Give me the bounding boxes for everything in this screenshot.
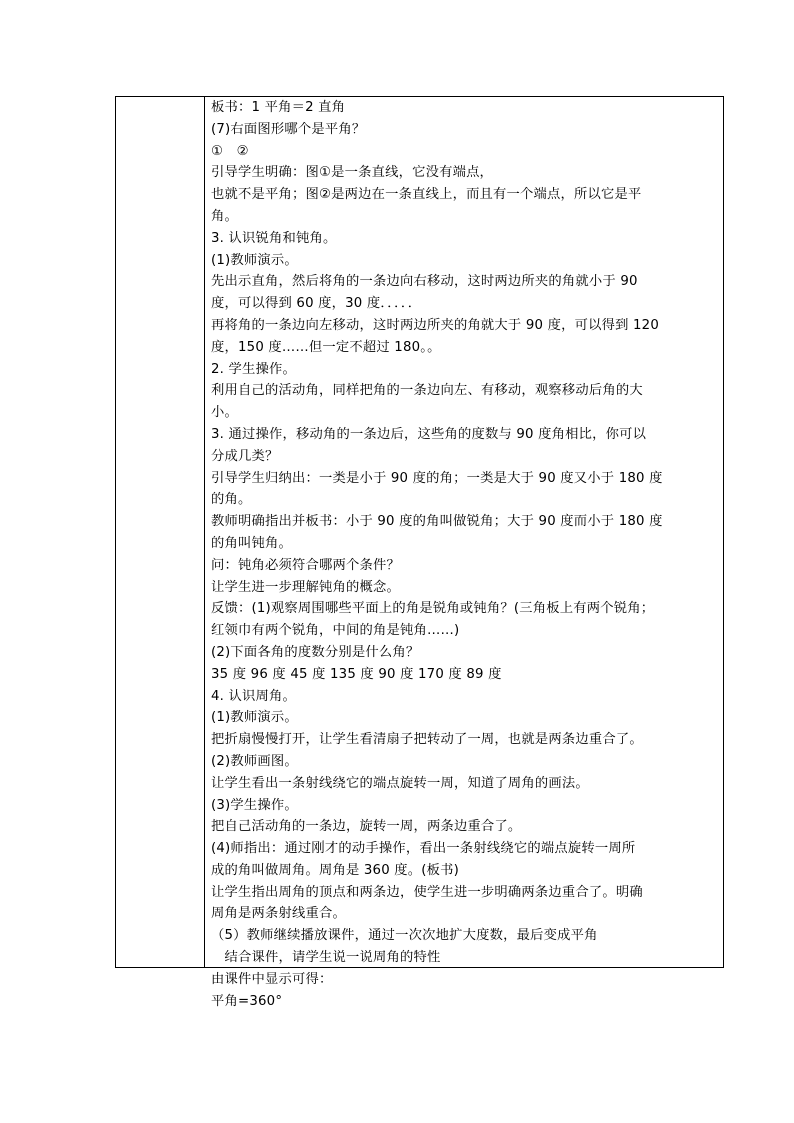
text-line: 平角=360°: [211, 993, 283, 1009]
text-line: 35 度 96 度 45 度 135 度 90 度 170 度 89 度: [211, 666, 502, 682]
text-line: 结合课件，请学生说一说周角的特性: [211, 950, 441, 966]
text-line: 2. 学生操作。: [211, 361, 296, 377]
left-column-cell: [116, 97, 205, 967]
text-line: 把自己活动角的一条边，旋转一周，两条边重合了。: [211, 819, 522, 835]
text-line: 问：钝角必须符合哪两个条件？: [211, 557, 400, 573]
text-line: (3)学生操作。: [211, 797, 298, 813]
text-line: 板书：1 平角＝2 直角: [211, 100, 346, 115]
text-line: 红领巾有两个锐角，中间的角是钝角……): [211, 623, 460, 639]
text-line: 让学生指出周角的顶点和两条边，使学生进一步明确两条边重合了。明确: [211, 884, 643, 900]
text-line: 引导学生明确：图①是一条直线，它没有端点，: [211, 165, 494, 181]
text-line: 3. 通过操作，移动角的一条边后，这些角的度数与 90 度角相比，你可以: [211, 426, 647, 442]
text-line: (4)师指出：通过刚才的动手操作，看出一条射线绕它的端点旋转一周所: [211, 841, 636, 857]
text-line: 也就不是平角；图②是两边在一条直线上，而且有一个端点，所以它是平: [211, 187, 642, 203]
text-line: 成的角叫做周角。周角是 360 度。(板书): [211, 862, 460, 878]
text-line: 分成几类？: [211, 448, 279, 464]
text-line: 反馈：(1)观察周围哪些平面上的角是锐角或钝角？(三角板上有两个锐角；: [211, 601, 655, 617]
text-line: 让学生看出一条射线绕它的端点旋转一周，知道了周角的画法。: [211, 775, 589, 791]
text-line: 的角叫钝角。: [211, 535, 292, 551]
text-line: 3. 认识锐角和钝角。: [211, 230, 337, 246]
text-line: (1)教师演示。: [211, 252, 298, 268]
text-line: (7)右面图形哪个是平角？: [211, 121, 366, 137]
text-line: 由课件中显示可得：: [211, 971, 333, 987]
text-line: 周角是两条射线重合。: [211, 906, 346, 922]
text-line: 角。: [211, 208, 238, 224]
text-line: 引导学生归纳出：一类是小于 90 度的角；一类是大于 90 度又小于 180 度: [211, 470, 663, 486]
text-line: 再将角的一条边向左移动，这时两边所夹的角就大于 90 度，可以得到 120: [211, 317, 659, 333]
text-line: (2)下面各角的度数分别是什么角？: [211, 644, 420, 660]
text-line: 先出示直角，然后将角的一条边向右移动，这时两边所夹的角就小于 90: [211, 274, 638, 290]
text-line: 度，可以得到 60 度，30 度．．．．．: [211, 296, 422, 312]
text-line: 教师明确指出并板书：小于 90 度的角叫做锐角；大于 90 度而小于 180 度: [211, 514, 663, 530]
text-line: 把折扇慢慢打开，让学生看清扇子把转动了一周，也就是两条边重合了。: [211, 732, 643, 748]
text-line: ① ②: [211, 143, 249, 159]
text-line: （5）教师继续播放课件，通过一次次地扩大度数，最后变成平角: [211, 928, 598, 944]
text-line: 4. 认识周角。: [211, 688, 296, 704]
text-line: 利用自己的活动角，同样把角的一条边向左、有移动，观察移动后角的大: [211, 383, 643, 399]
lesson-table: [115, 96, 724, 1009]
lesson-content-cell: [211, 97, 721, 1009]
text-line: (1)教师演示。: [211, 710, 298, 726]
text-line: 小。: [211, 405, 238, 421]
text-line: (2)教师画图。: [211, 753, 298, 769]
text-line: 的角。: [211, 492, 252, 508]
text-line: 让学生进一步理解钝角的概念。: [211, 579, 400, 595]
text-line: 度，150 度……但一定不超过 180。。: [211, 339, 441, 355]
